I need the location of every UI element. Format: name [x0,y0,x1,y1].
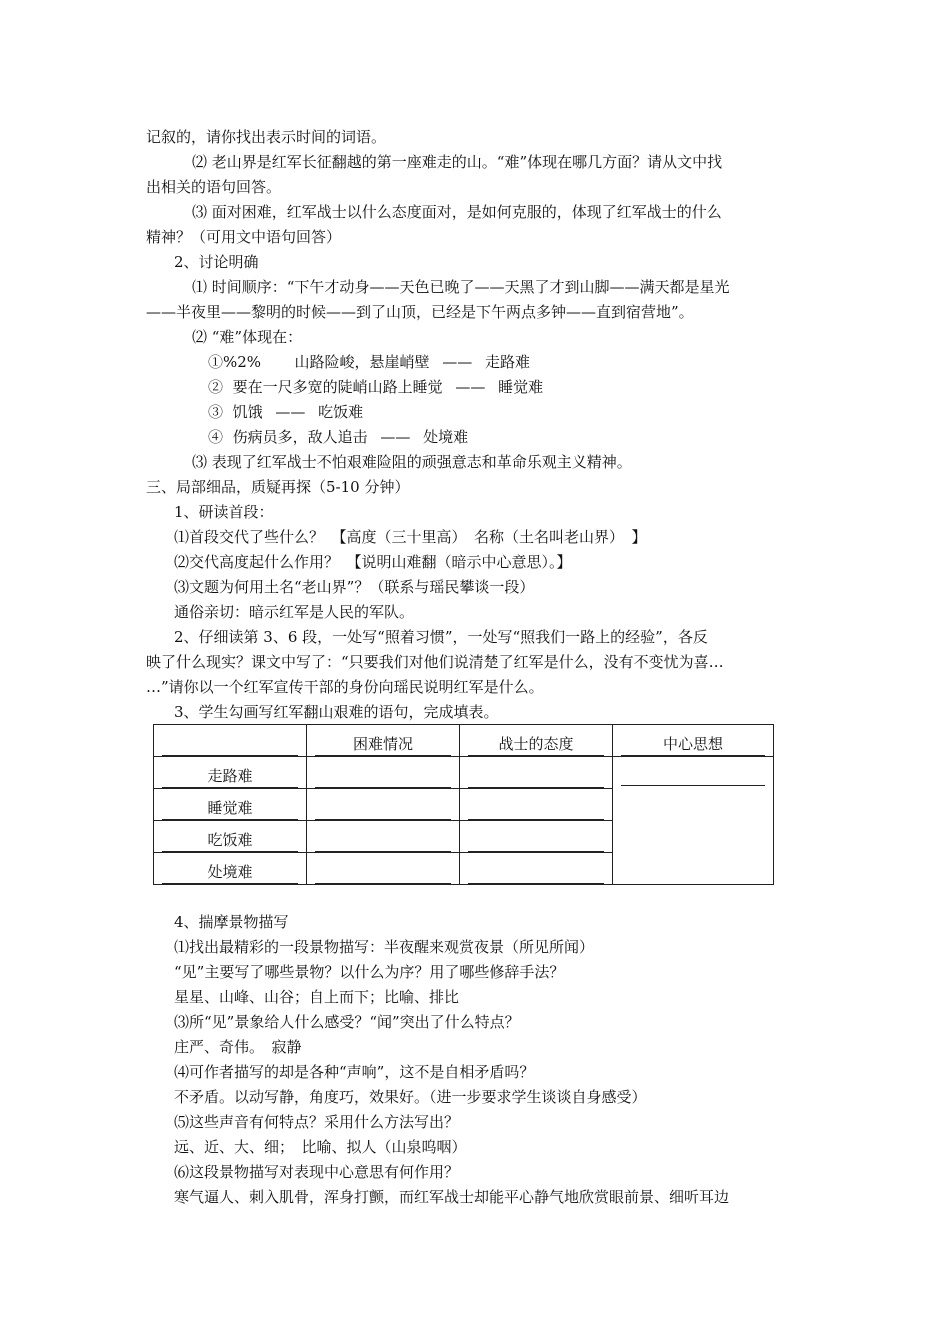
text-line: 2、仔细读第 3、6 段，一处写“照着习惯”，一处写“照我们一路上的经验”，各反 [174,628,708,646]
table-blank-cell [460,821,613,853]
item-number: ④ [208,428,224,446]
table-blank-cell [307,821,460,853]
text-line: ⑸这些声音有何特点？采用什么方法写出？ [174,1113,460,1131]
text-line: ⑶文题为何用土名“老山界”？（联系与瑶民攀谈一段） [174,578,535,596]
item-name: 吃饭难 [318,403,364,421]
table-row-label: 吃饭难 [154,821,307,853]
answer-1: ⑴ 时间顺序：“下午才动身——天色已晚了——天黑了才到山脚——满天都是星光 [192,278,730,296]
table-blank-cell [460,789,613,821]
item-desc: 伤病员多，敌人追击 [232,428,368,446]
difficulty-item [208,427,468,447]
table-row-label: 处境难 [154,853,307,885]
text-line: ⑴首段交代了些什么？ 【高度（三十里高） 名称（土名叫老山界） 】 [174,528,647,546]
item-number: ①%2% [208,353,262,371]
table-blank-cell [307,853,460,885]
table-blank-cell [460,853,613,885]
section-heading: 三、局部细品，质疑再探（5-10 分钟） [146,478,410,496]
item-number: ② [208,378,224,396]
answer-3: ⑶ 表现了红军战士不怕艰难险阻的顽强意志和革命乐观主义精神。 [192,453,632,471]
fill-in-table [153,724,774,885]
arrow: —— [380,428,411,446]
table-blank-cell [460,757,613,789]
table-row-label: 睡觉难 [154,789,307,821]
center-idea-cell [613,757,774,885]
item-desc: 饥饿 [232,403,263,421]
question-3: ⑶ 面对困难，红军战士以什么态度面对，是如何克服的，体现了红军战士的什么 [192,203,722,221]
section-heading: 2、讨论明确 [174,253,259,271]
text-line: ——半夜里——黎明的时候——到了山顶，已经是下午两点多钟——直到宿营地”。 [146,303,694,321]
sub-heading: 3、学生勾画写红军翻山艰难的语句，完成填表。 [174,703,499,721]
table-header-cell [154,725,307,757]
item-name: 睡觉难 [498,378,544,396]
text-line: ⑷可作者描写的却是各种“声响”，这不是自相矛盾吗？ [174,1063,535,1081]
table-blank-cell [307,757,460,789]
text-line: 通俗亲切：暗示红军是人民的军队。 [174,603,415,621]
text-line: 精神？（可用文中语句回答） [146,228,342,246]
arrow: —— [275,403,306,421]
text-line: 寒气逼人、刺入肌骨，浑身打颤，而红军战士却能平心静气地欣赏眼前景、细听耳边 [174,1188,730,1206]
item-name: 处境难 [423,428,469,446]
question-2: ⑵ 老山界是红军长征翻越的第一座难走的山。“难”体现在哪几方面？请从文中找 [192,153,723,171]
text-line: 出相关的语句回答。 [146,178,282,196]
item-number: ③ [208,403,224,421]
table-header-cell: 战士的态度 [460,725,613,757]
table-row-label: 走路难 [154,757,307,789]
difficulty-item [208,377,543,397]
sub-heading: 1、研读首段： [174,503,274,521]
item-desc: 要在一尺多宽的陡峭山路上睡觉 [232,378,443,396]
table-header-cell: 中心思想 [613,725,774,757]
text-line: ⑹这段景物描写对表现中心意思有何作用？ [174,1163,460,1181]
table-header-cell: 困难情况 [307,725,460,757]
text-line: 记叙的，请你找出表示时间的词语。 [146,128,387,146]
text-line: 不矛盾。以动写静，角度巧，效果好。（进一步要求学生谈谈自身感受） [174,1088,647,1106]
answer-2: ⑵ “难”体现在： [192,328,303,346]
text-line: ⑶所“见”景象给人什么感受？“闻”突出了什么特点？ [174,1013,520,1031]
arrow: —— [442,353,473,371]
table-blank-cell [307,789,460,821]
text-line: 映了什么现实？课文中写了：“只要我们对他们说清楚了红军是什么，没有不变忧为喜… [146,653,724,671]
text-line: 远、近、大、细； 比喻、拟人（山泉呜咽） [174,1138,467,1156]
text-line: “见”主要写了哪些景物？以什么为序？用了哪些修辞手法？ [174,963,565,981]
difficulty-item [208,402,363,422]
text-line: …”请你以一个红军宣传干部的身份向瑶民说明红军是什么。 [146,678,544,696]
text-line: 星星、山峰、山谷；自上而下；比喻、排比 [174,988,460,1006]
text-line: ⑴找出最精彩的一段景物描写：半夜醒来观赏夜景（所见所闻） [174,938,595,956]
item-desc: 山路险峻，悬崖峭壁 [294,353,430,371]
arrow: —— [455,378,486,396]
text-line: ⑵交代高度起什么作用？ 【说明山难翻（暗示中心意思）。】 [174,553,572,571]
blank-line [621,785,765,786]
difficulty-item [208,352,530,372]
item-name: 走路难 [485,353,531,371]
text-line: 庄严、奇伟。 寂静 [174,1038,302,1056]
sub-heading: 4、揣摩景物描写 [174,913,289,931]
